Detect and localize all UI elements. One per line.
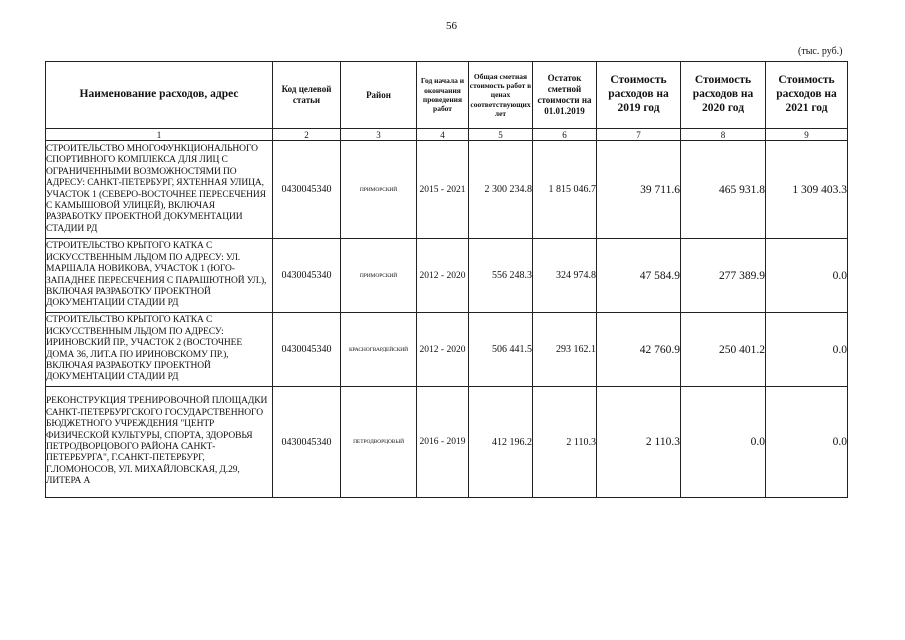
table-row	[46, 141, 848, 239]
total-cost: 412 196.2	[469, 387, 533, 498]
district: ПЕТРОДВОРЦОВЫЙ	[341, 387, 417, 498]
column-number: 3	[341, 129, 417, 141]
column-header-district: Район	[341, 62, 417, 129]
table-header-row	[46, 62, 848, 129]
remaining-cost: 1 815 046.7	[533, 141, 597, 239]
column-header-cost-2019: Стоимость расходов на 2019 год	[597, 62, 681, 129]
column-number: 9	[766, 129, 848, 141]
target-code: 0430045340	[273, 387, 341, 498]
column-header-total-cost: Общая сметная стоимость работ в ценах соответствующих лет	[469, 62, 533, 129]
column-number: 6	[533, 129, 597, 141]
table-row	[46, 387, 848, 498]
table-row	[46, 239, 848, 313]
district: ПРИМОРСКИЙ	[341, 239, 417, 313]
years: 2012 - 2020	[417, 313, 469, 387]
column-number-row	[46, 129, 848, 141]
column-header-cost-2021: Стоимость расходов на 2021 год	[766, 62, 848, 129]
target-code: 0430045340	[273, 239, 341, 313]
target-code: 0430045340	[273, 141, 341, 239]
column-number: 8	[681, 129, 766, 141]
target-code: 0430045340	[273, 313, 341, 387]
cost-2021: 1 309 403.3	[766, 141, 848, 239]
column-header-years: Год начала и окончания проведения работ	[417, 62, 469, 129]
column-header-code: Код целевой статьи	[273, 62, 341, 129]
column-number: 2	[273, 129, 341, 141]
cost-2019: 39 711.6	[597, 141, 681, 239]
unit-note: (тыс. руб.)	[798, 46, 843, 57]
district: КРАСНОГВАРДЕЙСКИЙ	[341, 313, 417, 387]
column-header-cost-2020: Стоимость расходов на 2020 год	[681, 62, 766, 129]
column-number: 7	[597, 129, 681, 141]
total-cost: 2 300 234.8	[469, 141, 533, 239]
district: ПРИМОРСКИЙ	[341, 141, 417, 239]
remaining-cost: 2 110.3	[533, 387, 597, 498]
cost-2020: 0.0	[681, 387, 766, 498]
budget-table	[45, 61, 848, 498]
column-header-remaining: Остаток сметной стоимости на 01.01.2019	[533, 62, 597, 129]
cost-2019: 42 760.9	[597, 313, 681, 387]
column-number: 1	[46, 129, 273, 141]
cost-2021: 0.0	[766, 239, 848, 313]
column-number: 5	[469, 129, 533, 141]
column-number: 4	[417, 129, 469, 141]
cost-2021: 0.0	[766, 313, 848, 387]
total-cost: 556 248.3	[469, 239, 533, 313]
cost-2020: 277 389.9	[681, 239, 766, 313]
cost-2021: 0.0	[766, 387, 848, 498]
expense-name: СТРОИТЕЛЬСТВО КРЫТОГО КАТКА С ИСКУССТВЕННЫМ ЛЬДОМ ПО АДРЕСУ: ИРИНОВСКИЙ ПР., УЧАСТОК 2 (ВОСТОЧНЕЕ ДОМА 36, ЛИТ.А ПО ИРИНОВСКОМУ ПР.), ВКЛЮЧАЯ РАЗРАБОТКУ ПРОЕКТНОЙ ДОКУМЕНТАЦИИ СТАДИИ РД	[46, 313, 273, 387]
expense-name: РЕКОНСТРУКЦИЯ ТРЕНИРОВОЧНОЙ ПЛОЩАДКИ САНКТ-ПЕТЕРБУРГСКОГО ГОСУДАРСТВЕННОГО БЮДЖЕТНОГО УЧРЕЖДЕНИЯ "ЦЕНТР ФИЗИЧЕСКОЙ КУЛЬТУРЫ, СПОРТА, ЗДОРОВЬЯ ПЕТРОДВОРЦОВОГО РАЙОНА САНКТ-ПЕТЕРБУРГА", Г.САНКТ-ПЕТЕРБУРГ, Г.ЛОМОНОСОВ, УЛ. МИХАЙЛОВСКАЯ, Д.29, ЛИТЕРА А	[46, 387, 273, 498]
expense-name: СТРОИТЕЛЬСТВО МНОГОФУНКЦИОНАЛЬНОГО СПОРТИВНОГО КОМПЛЕКСА ДЛЯ ЛИЦ С ОГРАНИЧЕННЫМИ ВОЗМОЖНОСТЯМИ ПО АДРЕСУ: САНКТ-ПЕТЕРБУРГ, ЯХТЕННАЯ УЛИЦА, УЧАСТОК 1 (СЕВЕРО-ВОСТОЧНЕЕ ПЕРЕСЕЧЕНИЯ С КАМЫШОВОЙ УЛИЦЕЙ), ВКЛЮЧАЯ РАЗРАБОТКУ ПРОЕКТНОЙ ДОКУМЕНТАЦИИ СТАДИИ РД	[46, 141, 273, 239]
years: 2016 - 2019	[417, 387, 469, 498]
page-number: 56	[446, 20, 457, 32]
remaining-cost: 324 974.8	[533, 239, 597, 313]
cost-2020: 465 931.8	[681, 141, 766, 239]
remaining-cost: 293 162.1	[533, 313, 597, 387]
cost-2020: 250 401.2	[681, 313, 766, 387]
years: 2015 - 2021	[417, 141, 469, 239]
table-row	[46, 313, 848, 387]
expense-name: СТРОИТЕЛЬСТВО КРЫТОГО КАТКА С ИСКУССТВЕННЫМ ЛЬДОМ ПО АДРЕСУ: УЛ. МАРШАЛА НОВИКОВА, УЧАСТОК 1 (ЮГО-ЗАПАДНЕЕ ПЕРЕСЕЧЕНИЯ С ПАРАШЮТНОЙ УЛ.), ВКЛЮЧАЯ РАЗРАБОТКУ ПРОЕКТНОЙ ДОКУМЕНТАЦИИ СТАДИИ РД	[46, 239, 273, 313]
column-header-name: Наименование расходов, адрес	[46, 62, 273, 129]
total-cost: 506 441.5	[469, 313, 533, 387]
years: 2012 - 2020	[417, 239, 469, 313]
cost-2019: 47 584.9	[597, 239, 681, 313]
cost-2019: 2 110.3	[597, 387, 681, 498]
